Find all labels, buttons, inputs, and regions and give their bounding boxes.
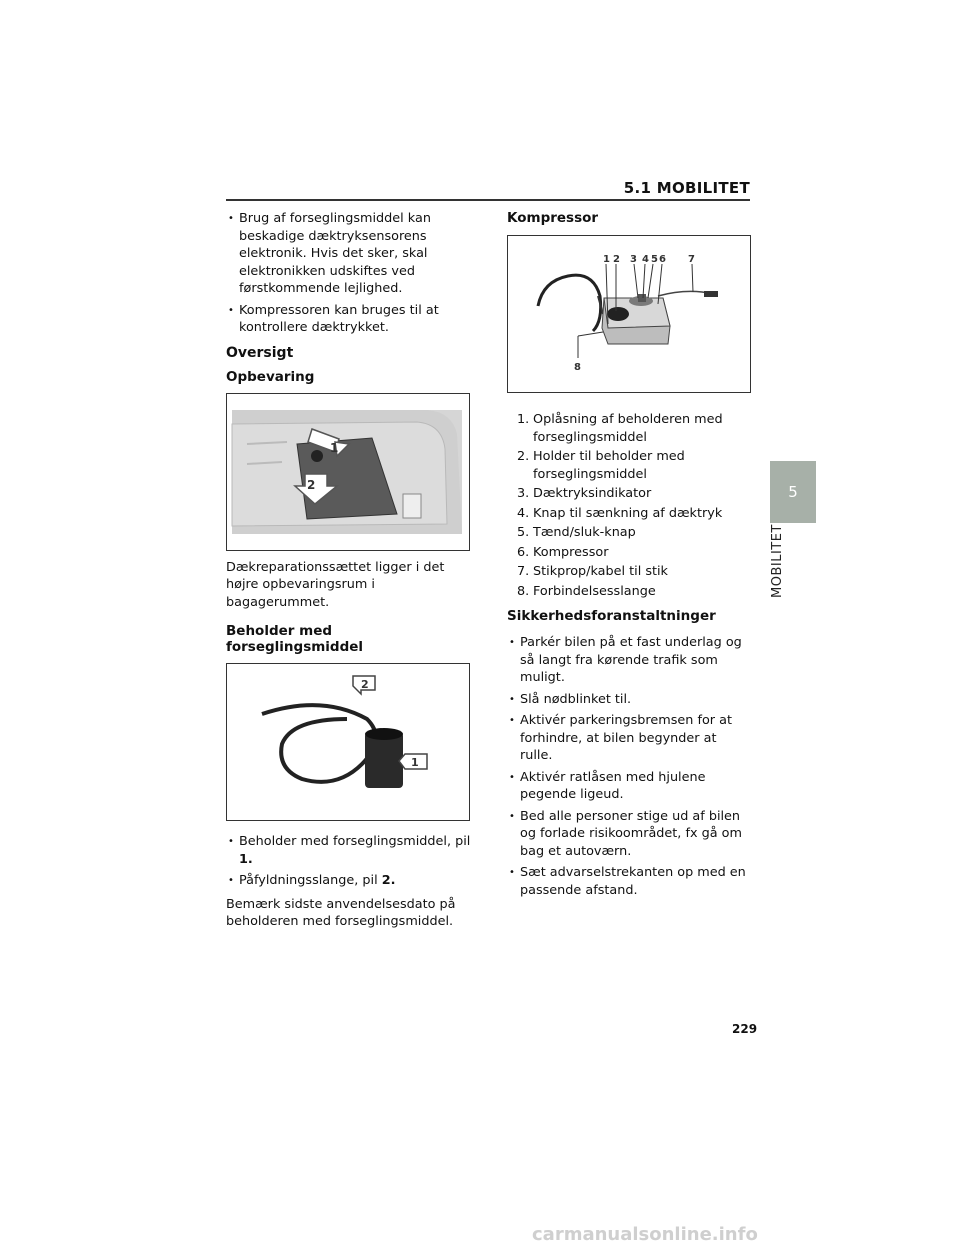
storage-caption: Dækreparationssættet ligger i det højre opbevaringsrum i bagagerummet. — [226, 559, 445, 610]
storage-figure — [226, 393, 470, 551]
heading-compressor: Kompressor — [507, 210, 599, 226]
list-item: 7. Stikprop/kabel til stik — [517, 564, 668, 579]
compressor-parts-list — [507, 411, 752, 600]
list-item: • Aktivér parkeringsbremsen for at forhindre, at bilen begynder at rulle. — [507, 712, 752, 765]
arrow-label-2: 2 — [361, 678, 369, 691]
callout-7: 7 — [688, 254, 695, 265]
heading-safety: Sikkerhedsforanstaltninger — [507, 608, 716, 624]
list-item: 6. Kompressor — [517, 544, 609, 560]
list-item: 4. Knap til sænkning af dæktryk — [517, 505, 723, 521]
list-item: • Parkér bilen på et fast underlag og så langt fra kørende trafik som muligt. — [507, 634, 752, 687]
header-divider — [226, 199, 750, 201]
heading-overview: Oversigt — [226, 344, 294, 361]
callout-8: 8 — [574, 362, 581, 373]
callout-1: 1 — [603, 254, 610, 265]
arrow-label-1: 1 — [330, 440, 339, 455]
list-item: • Kompressoren kan bruges til at kontrollere dæktrykket. — [226, 302, 472, 337]
callout-6: 6 — [659, 254, 666, 265]
list-item: • Brug af forseglingsmiddel kan beskadige dæktryksensorens elektronik. Hvis det sker, skal elektronikken udskiftes ved førstkommende lejlighed. — [226, 210, 472, 298]
list-item: • Aktivér ratlåsen med hjulene pegende ligeud. — [507, 769, 752, 804]
compressor-illustration — [508, 236, 750, 392]
list-item: 2. Holder til beholder med forseglingsmiddel — [517, 449, 685, 482]
right-column — [507, 210, 752, 903]
heading-storage: Opbevaring — [226, 368, 315, 385]
sealant-container-illustration — [227, 664, 469, 820]
list-item: 5. Tænd/sluk-knap — [517, 525, 636, 540]
callout-3: 3 — [630, 254, 637, 265]
list-item: • Beholder med forseglingsmiddel, pil 1. — [226, 833, 472, 868]
callout-5: 5 — [651, 254, 658, 265]
watermark: carmanualsonline.info — [532, 1224, 758, 1245]
chapter-tab: 5 — [770, 461, 816, 523]
callout-2: 2 — [613, 254, 620, 265]
heading-sealant-container: Beholder med forseglingsmiddel — [226, 623, 364, 655]
expiry-note: Bemærk sidste anvendelsesdato på beholderen med forseglingsmiddel. — [226, 896, 456, 929]
chapter-label: MOBILITET — [770, 524, 785, 598]
page-number: 229 — [732, 1022, 758, 1036]
sealant-figure — [226, 663, 470, 821]
list-item: • Bed alle personer stige ud af bilen og forlade risikoområdet, fx gå om bag et autoværn. — [507, 808, 752, 861]
left-column — [226, 210, 472, 931]
arrow-label-1: 1 — [411, 756, 419, 769]
section-title: 5.1 MOBILITET — [623, 179, 750, 197]
list-item: 3. Dæktryksindikator — [517, 486, 652, 501]
safety-bullet-list — [507, 634, 752, 899]
compressor-figure — [507, 235, 751, 393]
trunk-illustration — [227, 394, 469, 550]
callout-4: 4 — [642, 254, 649, 265]
list-item: • Påfyldningsslange, pil 2. — [226, 872, 472, 890]
intro-bullet-list — [226, 210, 472, 337]
sealant-bullet-list — [226, 833, 472, 890]
list-item: • Sæt advarselstrekanten op med en passende afstand. — [507, 864, 752, 899]
arrow-label-2: 2 — [307, 477, 316, 492]
list-item: 8. Forbindelsesslange — [517, 583, 656, 599]
list-item: 1. Oplåsning af beholderen med forseglingsmiddel — [517, 412, 723, 445]
list-item: • Slå nødblinket til. — [507, 691, 752, 709]
